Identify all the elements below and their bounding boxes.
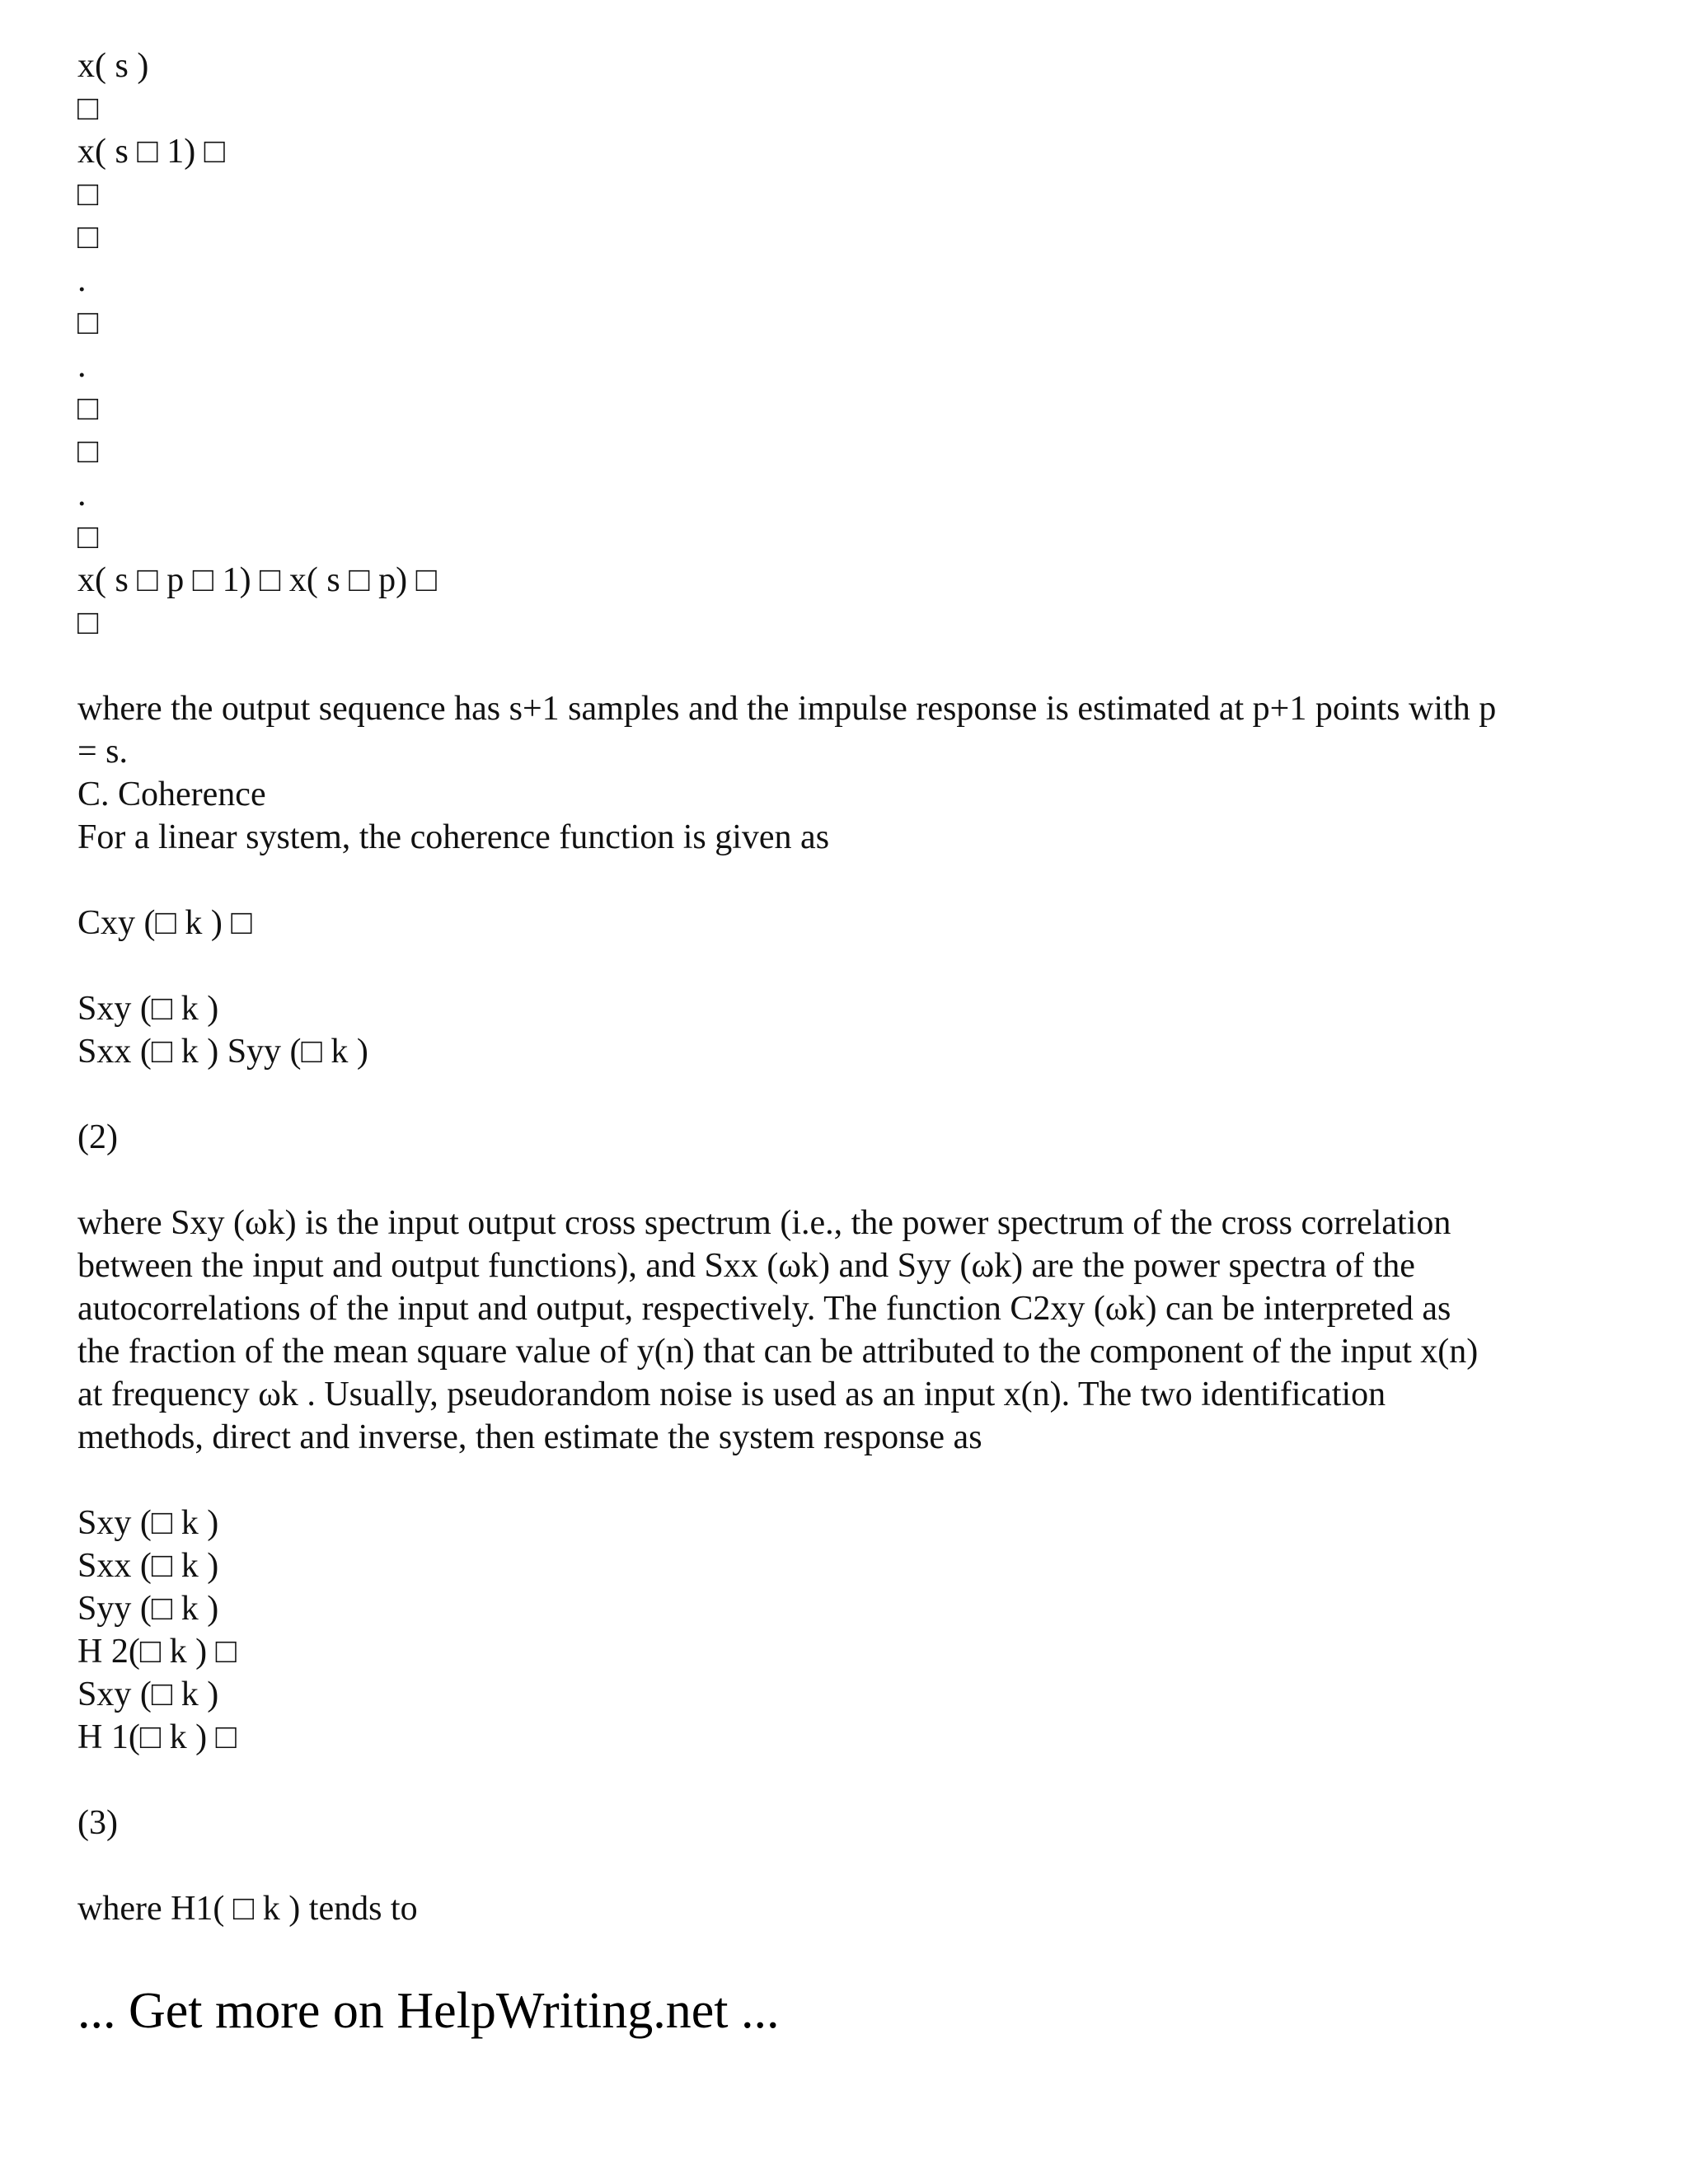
equation-2-number: (2) [77, 1118, 118, 1156]
text-line: between the input and output functions), and Sxx (ωk) and Syy (ωk) are the power spectra of the [77, 1247, 1415, 1285]
formula-line: x( s □ 1) □ [77, 133, 226, 171]
text-line: where the output sequence has s+1 samples and the impulse response is estimated at p+1 points with p [77, 690, 1497, 728]
equation-3-line: H 2(□ k ) □ [77, 1633, 237, 1671]
section-heading: C. Coherence [77, 776, 266, 813]
equation-3-line: H 1(□ k ) □ [77, 1718, 237, 1756]
equation-2-lhs: Cxy (□ k ) □ [77, 904, 252, 942]
equation-2-denominator: Sxx (□ k ) Syy (□ k ) [77, 1033, 368, 1071]
equation-3-line: Sxy (□ k ) [77, 1675, 219, 1713]
formula-line: □ [77, 218, 99, 256]
formula-line: □ [77, 518, 99, 556]
paragraph-coherence-explanation [77, 1202, 1627, 1459]
formula-line: □ [77, 90, 99, 128]
equation-3-line: Syy (□ k ) [77, 1590, 219, 1628]
formula-line: □ [77, 390, 99, 428]
text-line: the fraction of the mean square value of y(n) that can be attributed to the component of the input x(n) [77, 1333, 1479, 1371]
formula-line: □ [77, 176, 99, 213]
text-line: = s. [77, 733, 129, 771]
equation-3-line: Sxx (□ k ) [77, 1547, 219, 1585]
equation-3-number: (3) [77, 1804, 118, 1842]
get-more-link[interactable]: ... Get more on HelpWriting.net ... [77, 1983, 780, 2039]
formula-line: . [77, 476, 87, 513]
formula-line: x( s ) [77, 47, 149, 85]
text-line: autocorrelations of the input and output, respectively. The function C2xy (ωk) can be interpreted as [77, 1290, 1451, 1328]
formula-line: x( s □ p □ 1) □ x( s □ p) □ [77, 561, 437, 599]
equation-3-line: Sxy (□ k ) [77, 1504, 219, 1542]
formula-line: □ [77, 604, 99, 642]
formula-line: . [77, 261, 87, 299]
formula-line: □ [77, 433, 99, 471]
trailing-text: where H1( □ k ) tends to [77, 1890, 418, 1928]
text-line: where Sxy (ωk) is the input output cross spectrum (i.e., the power spectrum of the cross correlation [77, 1204, 1451, 1242]
equation-2-numerator: Sxy (□ k ) [77, 990, 219, 1028]
formula-line: □ [77, 304, 99, 342]
text-line: at frequency ωk . Usually, pseudorandom noise is used as an input x(n). The two identification [77, 1376, 1386, 1413]
paragraph-sample-description [77, 687, 1627, 773]
formula-line: . [77, 347, 87, 385]
intro-line: For a linear system, the coherence function is given as [77, 818, 830, 856]
text-line: methods, direct and inverse, then estimate the system response as [77, 1418, 982, 1456]
